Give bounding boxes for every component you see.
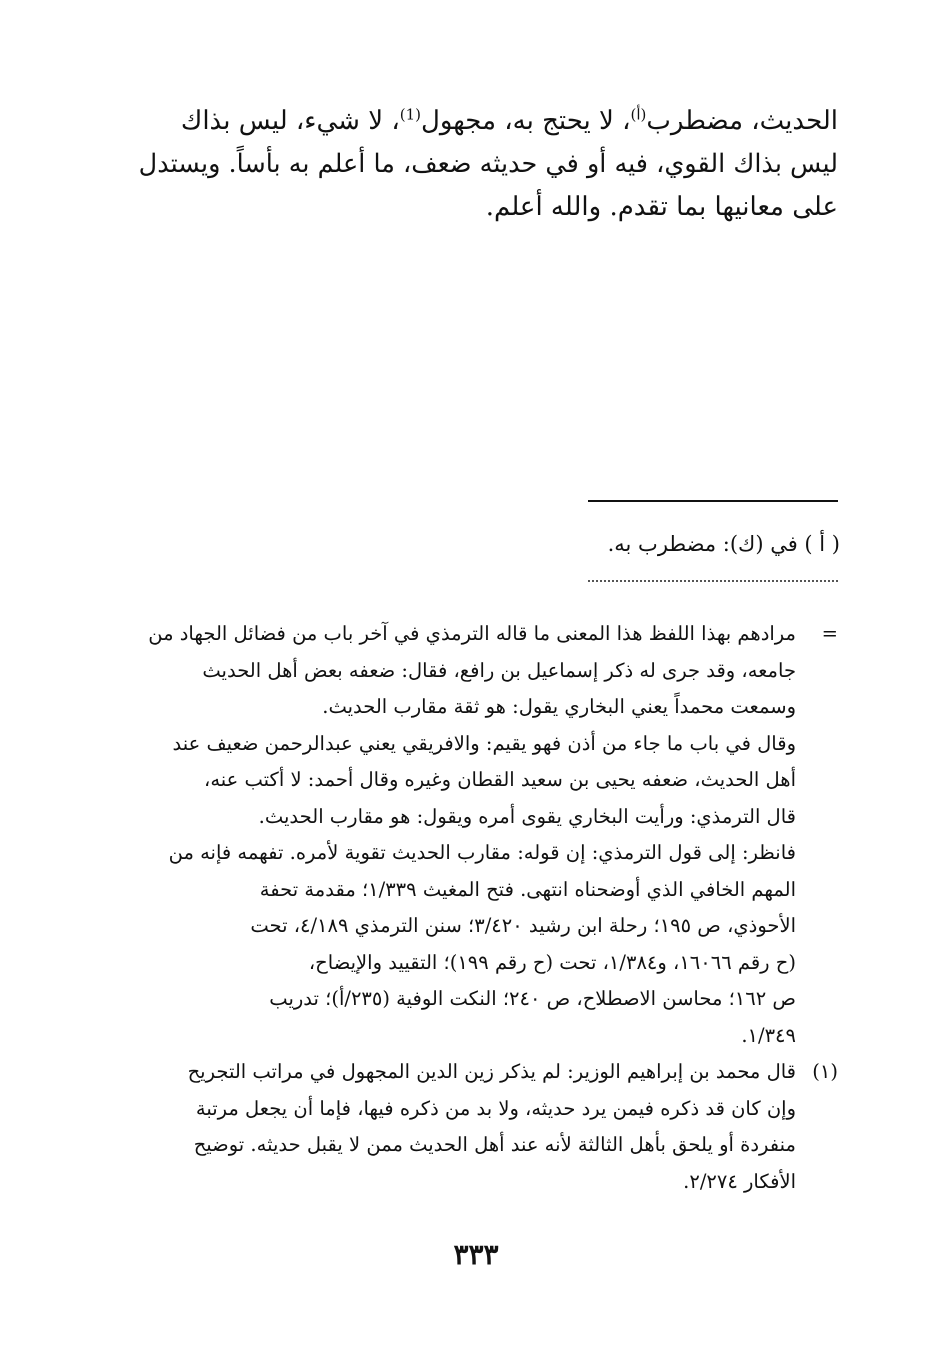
note-line: قال محمد بن إبراهيم الوزير: لم يذكر زين الدين المجهول في مراتب التجريح	[187, 1060, 796, 1083]
footnotes	[148, 616, 838, 1200]
dotted-separator	[588, 580, 838, 582]
footnote-1	[148, 1054, 838, 1200]
note-line: مرادهم بهذا اللفظ هذا المعنى ما قاله الترمذي في آخر باب من فضائل الجهاد من	[148, 622, 796, 645]
main-text-segment: ، لا شيء، ليس بذاك	[180, 106, 400, 136]
note-line: منفردة أو يلحق بأهل الثالثة لأنه عند أهل الحديث ممن لا يقبل حديثه. توضيح	[193, 1133, 796, 1156]
footnote-ref-1[interactable]: (1)	[399, 105, 421, 124]
note-line: ١/٣٤٩.	[741, 1023, 796, 1047]
footnote-separator	[588, 500, 838, 502]
note-line: المهم الخافي الذي أوضحناه انتهى. فتح المغيث ١/٣٣٩؛ مقدمة تحفة	[259, 877, 796, 901]
footnote-ref-a[interactable]: (أ)	[630, 105, 647, 124]
note-line: فانظر: إلى قول الترمذي: إن قوله: مقارب الحديث تقوية لأمره. تفهمه فإنه من	[168, 841, 796, 864]
note-line: وقال في باب ما جاء من أذن فهو يقيم: والافريقي يعني عبدالرحمن ضعيف عند	[172, 731, 796, 755]
note-line: أهل الحديث، ضعفه يحيى بن سعيد القطان وغيره وقال أحمد: لا أكتب عنه،	[204, 768, 796, 791]
main-text-segment: الحديث، مضطرب	[646, 106, 838, 136]
continuation-marker: =	[821, 622, 838, 645]
note-line: وإن كان قد ذكره فيمن يرد حديثه، ولا بد من ذكره فيها، فإما أن يجعل مرتبة	[195, 1096, 796, 1120]
page-number: ٣٣٣	[453, 1238, 499, 1271]
main-line-2: ليس بذاك القوي، فيه أو في حديثه ضعف، ما أعلم به بأساً. ويستدل	[138, 149, 838, 179]
note-line: وسمعت محمداً يعني البخاري يقول: هو ثقة مقارب الحديث.	[322, 695, 796, 718]
continuation-note	[148, 616, 838, 1054]
footnote-a: ( أ ) في (ك): مضطرب به.	[607, 532, 840, 556]
main-line-1	[138, 100, 838, 143]
note-line: جامعه، وقد جرى له ذكر إسماعيل بن رافع، فقال: ضعفه بعض أهل الحديث	[202, 658, 796, 682]
main-text-segment: ، لا يحتج به، مجهول	[420, 106, 631, 136]
note-line: قال الترمذي: ورأيت البخاري يقوى أمره ويقول: هو مقارب الحديث.	[258, 804, 796, 828]
footnote-1-marker: (١)	[812, 1060, 838, 1083]
note-line: الأفكار ٢/٢٧٤.	[683, 1169, 796, 1193]
note-line: الأحوذي، ص ١٩٥؛ رحلة ابن رشيد ٣/٤٢٠؛ سنن الترمذي ٤/١٨٩، تحت	[250, 914, 796, 937]
note-line: (ح رقم ١٦٠٦٦، و١/٣٨٤، تحت (ح رقم ١٩٩)؛ التقييد والإيضاح،	[308, 950, 796, 974]
main-line-3: على معانيها بما تقدم. والله أعلم.	[485, 192, 838, 222]
main-text	[138, 100, 838, 229]
note-line: ص ١٦٢؛ محاسن الاصطلاح، ص ٢٤٠؛ النكت الوفية (٢٣٥/أ)؛ تدريب	[269, 987, 796, 1010]
